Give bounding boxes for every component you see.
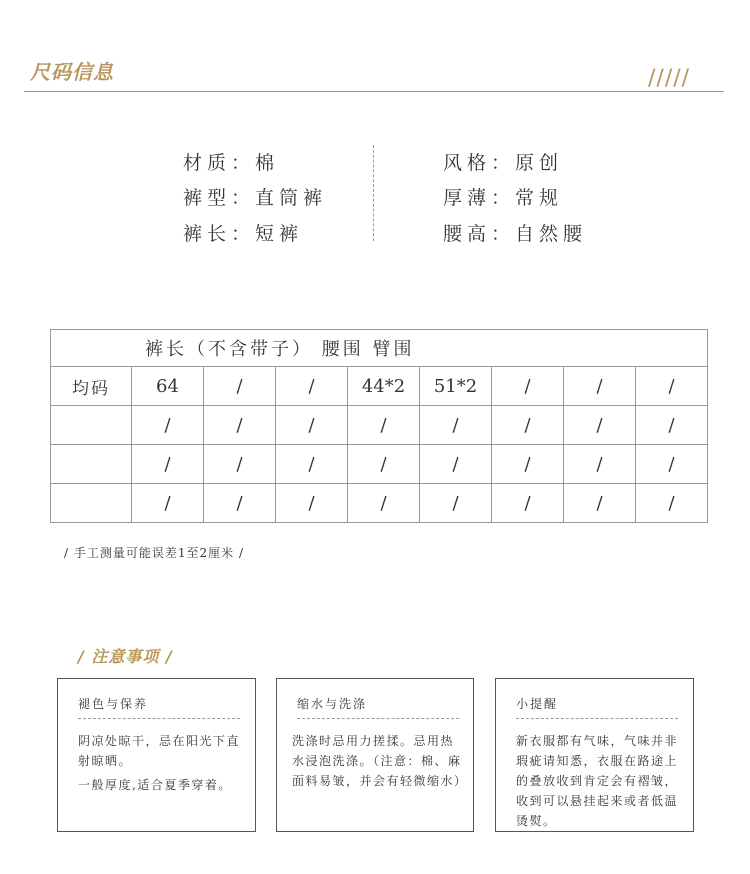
card-body <box>292 731 468 795</box>
card-body <box>516 731 686 835</box>
table-cell: / <box>492 445 564 484</box>
table-cell: / <box>276 484 348 523</box>
table-cell: 均码 <box>51 367 132 406</box>
table-header: 裤长（不含带子） 腰围 臂围 <box>51 330 708 367</box>
decorative-slashes: ///// <box>648 66 691 91</box>
card-divider <box>78 718 240 719</box>
table-cell: / <box>204 445 276 484</box>
table-cell: / <box>564 484 636 523</box>
section-title: 尺码信息 <box>30 60 114 84</box>
table-cell: / <box>276 445 348 484</box>
card-title: 小提醒 <box>516 697 559 711</box>
card-divider <box>297 718 459 719</box>
size-table <box>50 329 708 523</box>
table-row <box>51 445 708 484</box>
table-cell: 44*2 <box>348 367 420 406</box>
table-cell: / <box>204 406 276 445</box>
header-divider <box>24 91 724 92</box>
card-title: 缩水与洗涤 <box>297 697 368 711</box>
table-cell: / <box>132 445 204 484</box>
table-header-row <box>51 330 708 367</box>
table-cell: / <box>492 406 564 445</box>
card-text: 一般厚度,适合夏季穿着。 <box>78 778 232 792</box>
table-cell: / <box>492 367 564 406</box>
table-row <box>51 484 708 523</box>
table-cell: / <box>348 406 420 445</box>
table-cell: / <box>420 406 492 445</box>
attr-style: 风格：原创 <box>443 152 564 174</box>
table-cell: / <box>348 445 420 484</box>
care-card-washing <box>276 678 474 832</box>
card-text: 阴凉处晾干，忌在阳光下直射晾晒。 <box>78 734 241 768</box>
table-cell: / <box>492 484 564 523</box>
attr-pants-type: 裤型：直筒裤 <box>183 187 328 209</box>
table-cell: / <box>276 367 348 406</box>
table-row <box>51 367 708 406</box>
care-card-fading <box>57 678 256 832</box>
caution-title: / 注意事项 / <box>78 647 173 666</box>
attr-pants-length: 裤长：短裤 <box>183 223 304 245</box>
table-row <box>51 406 708 445</box>
attr-material: 材质：棉 <box>183 152 280 174</box>
table-cell: / <box>204 484 276 523</box>
table-cell: / <box>132 484 204 523</box>
table-cell <box>51 484 132 523</box>
care-card-reminder <box>495 678 694 832</box>
table-cell: / <box>420 445 492 484</box>
card-divider <box>516 718 678 719</box>
table-cell <box>51 445 132 484</box>
table-cell: / <box>276 406 348 445</box>
table-cell: / <box>564 367 636 406</box>
attr-waist-height: 腰高：自然腰 <box>443 223 588 245</box>
table-cell: / <box>420 484 492 523</box>
table-cell <box>51 406 132 445</box>
table-cell: / <box>636 406 708 445</box>
table-cell: / <box>636 367 708 406</box>
attr-divider <box>373 145 374 241</box>
card-text: 新衣服都有气味，气味并非瑕疵请知悉，衣服在路途上的叠放收到肯定会有褶皱，收到可以悬挂起来或者低温烫熨。 <box>516 734 679 828</box>
attr-thickness: 厚薄：常规 <box>443 187 564 209</box>
card-title: 褪色与保养 <box>78 697 149 711</box>
measure-note: / 手工测量可能误差1至2厘米 / <box>64 546 244 560</box>
table-cell: / <box>204 367 276 406</box>
table-cell: / <box>636 484 708 523</box>
table-cell: / <box>132 406 204 445</box>
table-cell: / <box>348 484 420 523</box>
card-text: 洗涤时忌用力搓揉。忌用热水浸泡洗涤。（注意：棉、麻面料易皱，并会有轻微缩水） <box>292 734 468 788</box>
table-cell: / <box>564 406 636 445</box>
table-cell: / <box>636 445 708 484</box>
table-cell: 64 <box>132 367 204 406</box>
card-body <box>78 731 248 799</box>
table-cell: 51*2 <box>420 367 492 406</box>
table-cell: / <box>564 445 636 484</box>
